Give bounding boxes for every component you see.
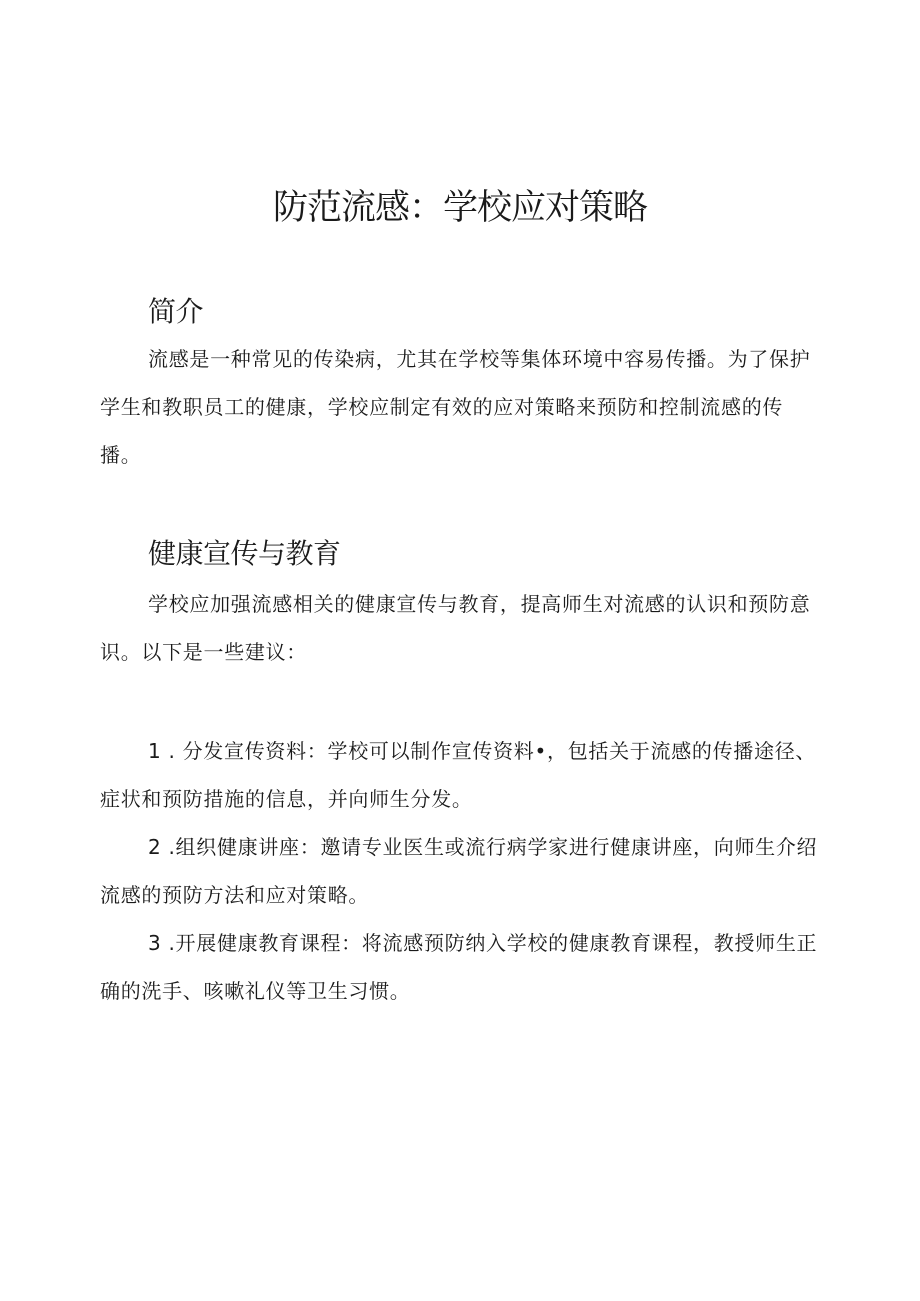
list-item-2: 2 .组织健康讲座：邀请专业医生或流行病学家进行健康讲座，向师生介绍流感的预防方法和应对策略。 bbox=[100, 835, 818, 907]
intro-paragraph: 流感是一种常见的传染病，尤其在学校等集体环境中容易传播。为了保护学生和教职员工的健康，学校应制定有效的应对策略来预防和控制流感的传播。 bbox=[100, 347, 811, 467]
list-item-1: 1 . 分发宣传资料：学校可以制作宣传资料•，包括关于流感的传播途径、症状和预防措施的信息，并向师生分发。 bbox=[100, 739, 817, 811]
document-title: 防范流感：学校应对策略 bbox=[272, 188, 647, 228]
section-heading-education: 健康宣传与教育 bbox=[148, 537, 341, 570]
list-item-3: 3 .开展健康教育课程：将流感预防纳入学校的健康教育课程，教授师生正确的洗手、咳嗽礼仪等卫生习惯。 bbox=[100, 931, 818, 1003]
education-paragraph: 学校应加强流感相关的健康宣传与教育，提高师生对流感的认识和预防意识。以下是一些建议： bbox=[100, 592, 811, 664]
section-heading-intro: 简介 bbox=[148, 295, 204, 328]
